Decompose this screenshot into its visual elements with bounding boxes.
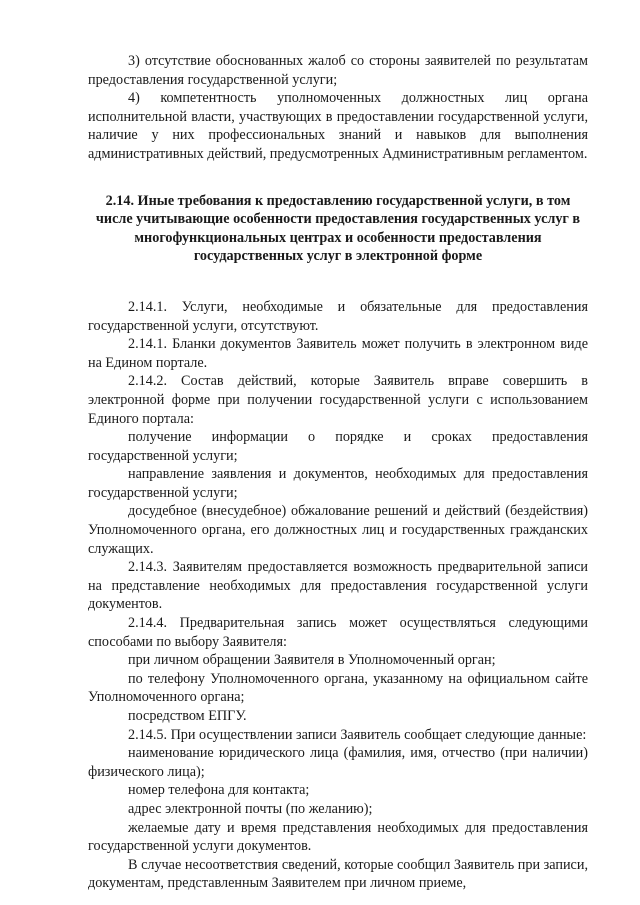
paragraph: 3) отсутствие обоснованных жалоб со стороны заявителей по результатам предоставления государственной услуги; <box>88 53 588 88</box>
list-item: посредством ЕПГУ. <box>128 708 247 724</box>
list-item: досудебное (внесудебное) обжалование решений и действий (бездействия) Уполномоченного органа, его должностных лиц и государственных гражданских служащих. <box>88 503 588 557</box>
list-item: направление заявления и документов, необходимых для предоставления государственной услуги; <box>88 466 588 501</box>
list-item: номер телефона для контакта; <box>128 782 310 799</box>
paragraph: 2.14.4. Предварительная запись может осуществляться следующими способами по выбору Заявителя: <box>88 615 588 650</box>
paragraph: 2.14.1. Услуги, необходимые и обязательные для предоставления государственной услуги, отсутствуют. <box>88 298 588 334</box>
list-item: получение информации о порядке и сроках предоставления государственной услуги; <box>88 429 588 464</box>
list-item: желаемые дату и время представления необходимых для предоставления государственной услуги документов. <box>88 819 588 855</box>
paragraph: 2.14.2. Состав действий, которые Заявитель вправе совершить в электронной форме при получении государственной услуги с использованием Единого портала: <box>88 373 588 427</box>
paragraph: 4) компетентность уполномоченных должностных лиц органа исполнительной власти, участвующих в предоставлении государственной услуги, наличие у них профессиональных знаний и навыков для выполнения административных действий, предусмотренных Административным регламентом. <box>88 90 588 162</box>
list-item: наименование юридического лица (фамилия, имя, отчество (при наличии) физического лица); <box>88 745 588 780</box>
paragraph: 2.14.5. При осуществлении записи Заявитель сообщает следующие данные: <box>128 726 587 743</box>
list-item: адрес электронной почты (по желанию); <box>128 800 373 817</box>
paragraph: 2.14.1. Бланки документов Заявитель может получить в электронном виде на Едином портале. <box>88 336 588 371</box>
paragraph: 2.14.3. Заявителям предоставляется возможность предварительной записи на представление необходимых для предоставления государственной услуги документов. <box>88 559 588 613</box>
paragraph: В случае несоответствия сведений, которые сообщил Заявитель при записи, документам, представленным Заявителем при личном приеме, <box>88 856 588 892</box>
list-item: при личном обращении Заявителя в Уполномоченный орган; <box>128 652 496 669</box>
section-heading: 2.14. Иные требования к предоставлению государственной услуги, в том числе учитывающие особенности предоставления государственных услуг в многофункциональных центрах и особенности предоставления государственных услуг в электронной форме <box>95 192 581 265</box>
list-item: по телефону Уполномоченного органа, указанному на официальном сайте Уполномоченного органа; <box>88 670 588 706</box>
